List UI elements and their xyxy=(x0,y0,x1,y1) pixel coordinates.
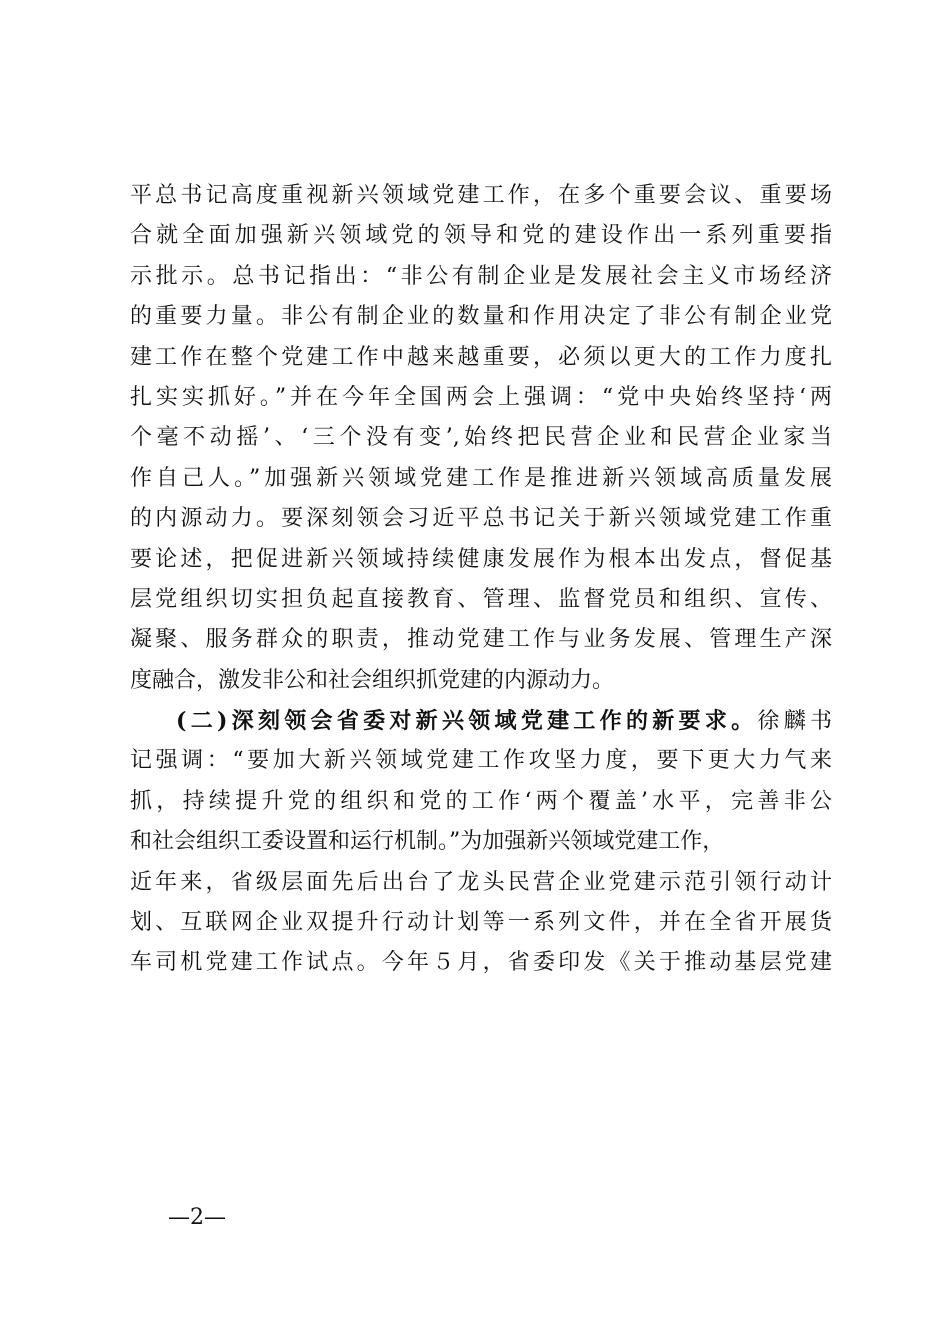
document-body xyxy=(130,176,832,984)
text-line: 个毫不动摇’、‘三个没有变’,始终把民营企业和民营企业家当 xyxy=(130,425,832,451)
text-line: 层党组织切实担负起直接教育、管理、监督党员和组织、宣传、 xyxy=(130,586,832,612)
text-line: 和社会组织工委设置和运行机制。”为加强新兴领域党建工作， xyxy=(130,829,725,855)
heading-trailing-text: 徐麟书 xyxy=(757,709,832,735)
text-line: 划、互联网企业双提升行动计划等一系列文件，并在全省开展货 xyxy=(130,910,832,936)
page-number: —2— xyxy=(168,1205,226,1230)
text-line: 的重要力量。非公有制企业的数量和作用决定了非公有制企业党 xyxy=(130,304,832,330)
section-heading: (二)深刻领会省委对新兴领域党建工作的新要求。 xyxy=(176,708,758,735)
text-line: 作自己人。”加强新兴领域党建工作是推进新兴领域高质量发展 xyxy=(130,465,832,491)
text-line: 扎实实抓好。”并在今年全国两会上强调：“党中央始终坚持‘两 xyxy=(130,384,832,410)
section-heading-line xyxy=(130,701,832,741)
text-line: 记强调：“要加大新兴领域党建工作攻坚力度，要下更大力气来 xyxy=(130,748,832,774)
text-line: 度融合，激发非公和社会组织抓党建的内源动力。 xyxy=(130,667,615,693)
text-line: 凝聚、服务群众的职责，推动党建工作与业务发展、管理生产深 xyxy=(130,627,832,653)
text-line: 要论述，把促进新兴领域持续健康发展作为根本出发点，督促基 xyxy=(130,546,832,572)
text-line: 近年来，省级层面先后出台了龙头民营企业党建示范引领行动计 xyxy=(130,869,832,895)
text-line: 的内源动力。要深刻领会习近平总书记关于新兴领域党建工作重 xyxy=(130,506,832,532)
text-line: 建工作在整个党建工作中越来越重要，必须以更大的工作力度扎 xyxy=(130,344,832,370)
text-line: 车司机党建工作试点。今年５月，省委印发《关于推动基层党建 xyxy=(130,950,832,976)
text-line: 抓，持续提升党的组织和党的工作‘两个覆盖’水平，完善非公 xyxy=(130,788,832,814)
text-line: 示批示。总书记指出：“非公有制企业是发展社会主义市场经济 xyxy=(130,263,832,289)
text-line: 合就全面加强新兴领域党的领导和党的建设作出一系列重要指 xyxy=(130,223,832,249)
text-line: 平总书记高度重视新兴领域党建工作，在多个重要会议、重要场 xyxy=(130,183,832,208)
